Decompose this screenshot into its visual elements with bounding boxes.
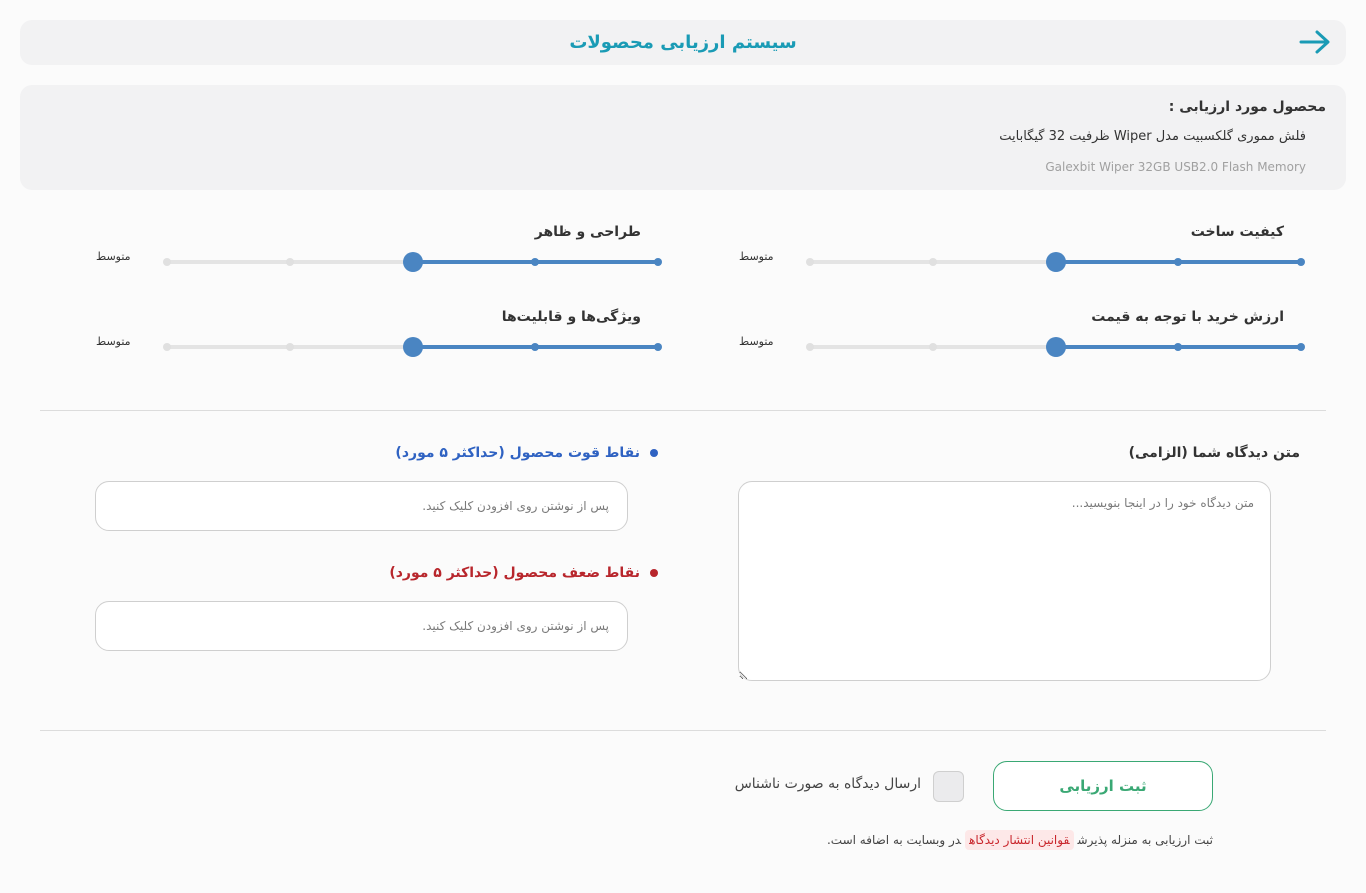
review-label: متن دیدگاه شما (الزامی): [1128, 445, 1300, 461]
slider-step-dot[interactable]: [1297, 343, 1305, 351]
slider-step-dot[interactable]: [929, 258, 937, 266]
slider-step-dot[interactable]: [1297, 258, 1305, 266]
rating-value: متوسط: [96, 335, 131, 348]
slider-step-dot[interactable]: [1174, 343, 1182, 351]
header-bar: [20, 20, 1346, 65]
rating-value: متوسط: [739, 335, 774, 348]
slider-step-dot[interactable]: [929, 343, 937, 351]
strengths-input[interactable]: [95, 481, 628, 531]
terms-link[interactable]: قوانین انتشار دیدگاه: [965, 830, 1073, 850]
product-name-fa: فلش مموری گلکسبیت مدل Wiper ظرفیت 32 گیگابایت: [999, 129, 1306, 144]
slider-step-dot[interactable]: [1174, 258, 1182, 266]
rating-slider[interactable]: [810, 260, 1301, 264]
rating-build-quality: [739, 224, 1284, 274]
rating-label: طراحی و ظاهر: [534, 224, 641, 240]
strengths-bullet-icon: [650, 449, 658, 457]
terms-text-after: در وبسایت به اضافه است.: [826, 833, 962, 847]
rating-value-for-money: [739, 309, 1284, 359]
rating-design: [96, 224, 641, 274]
slider-step-dot[interactable]: [654, 343, 662, 351]
divider: [40, 410, 1326, 411]
terms-notice: [827, 833, 1213, 847]
slider-thumb[interactable]: [403, 252, 423, 272]
slider-step-dot[interactable]: [654, 258, 662, 266]
slider-step-dot[interactable]: [806, 258, 814, 266]
anonymous-label: ارسال دیدگاه به صورت ناشناس: [734, 776, 921, 792]
strengths-label: [395, 445, 658, 461]
rating-slider[interactable]: [167, 345, 658, 349]
rating-value: متوسط: [96, 250, 131, 263]
weaknesses-bullet-icon: [650, 569, 658, 577]
slider-thumb[interactable]: [403, 337, 423, 357]
rating-slider[interactable]: [167, 260, 658, 264]
strengths-label-text: نقاط قوت محصول (حداکثر ۵ مورد): [395, 445, 640, 461]
slider-step-dot[interactable]: [531, 258, 539, 266]
weaknesses-input[interactable]: [95, 601, 628, 651]
rating-value: متوسط: [739, 250, 774, 263]
terms-text-before: ثبت ارزیابی به منزله پذیرش: [1077, 833, 1213, 847]
product-name-en: Galexbit Wiper 32GB USB2.0 Flash Memory: [1045, 160, 1306, 174]
slider-step-dot[interactable]: [286, 343, 294, 351]
slider-step-dot[interactable]: [163, 258, 171, 266]
review-textarea[interactable]: [738, 481, 1271, 681]
product-heading: محصول مورد ارزیابی :: [1168, 99, 1326, 115]
product-info-box: [20, 85, 1346, 190]
slider-step-dot[interactable]: [531, 343, 539, 351]
weaknesses-label-text: نقاط ضعف محصول (حداکثر ۵ مورد): [389, 565, 640, 581]
rating-label: ارزش خرید با توجه به قیمت: [1091, 309, 1284, 325]
slider-step-dot[interactable]: [163, 343, 171, 351]
rating-slider[interactable]: [810, 345, 1301, 349]
page-title: سیستم ارزیابی محصولات: [569, 32, 797, 53]
weaknesses-label: [389, 565, 658, 581]
rating-label: کیفیت ساخت: [1190, 224, 1284, 240]
rating-features: [96, 309, 641, 359]
slider-step-dot[interactable]: [806, 343, 814, 351]
anonymous-checkbox[interactable]: [933, 771, 964, 802]
divider: [40, 730, 1326, 731]
slider-thumb[interactable]: [1046, 337, 1066, 357]
submit-review-button[interactable]: ثبت ارزیابی: [993, 761, 1213, 811]
arrow-right-icon[interactable]: [1298, 26, 1332, 58]
slider-step-dot[interactable]: [286, 258, 294, 266]
slider-thumb[interactable]: [1046, 252, 1066, 272]
rating-label: ویژگی‌ها و قابلیت‌ها: [501, 309, 641, 325]
